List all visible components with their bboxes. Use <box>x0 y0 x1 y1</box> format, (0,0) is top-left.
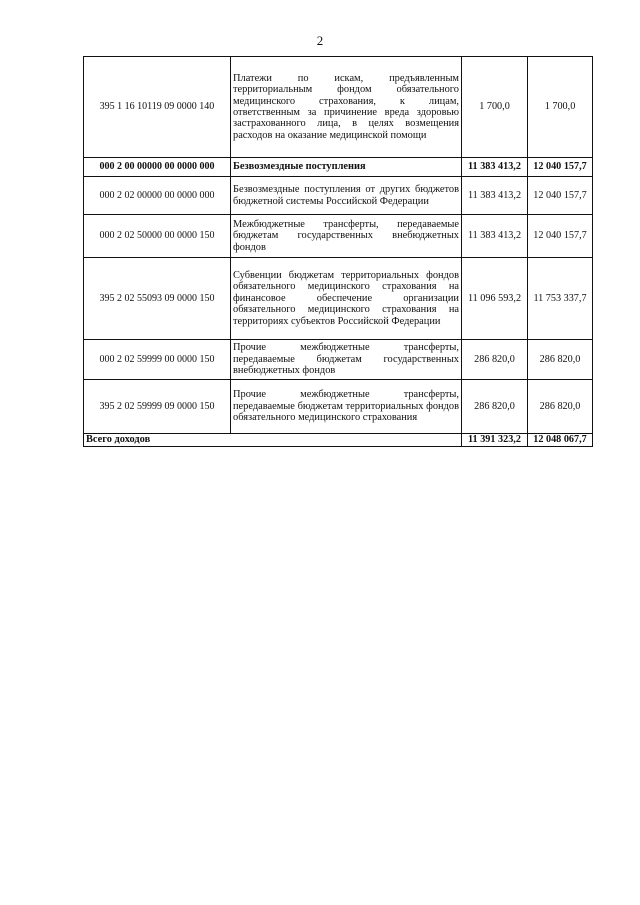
value-2023-cell: 12 040 157,7 <box>528 215 593 258</box>
page-number: 2 <box>316 33 324 48</box>
revenue-table <box>83 56 593 447</box>
value-2022-cell: 286 820,0 <box>462 340 528 380</box>
value-2022-cell: 11 383 413,2 <box>462 177 528 215</box>
value-2022-cell: 286 820,0 <box>462 380 528 434</box>
value-2022-cell: 11 096 593,2 <box>462 258 528 340</box>
table-row <box>84 158 593 177</box>
budget-code-cell: 000 2 02 50000 00 0000 150 <box>84 215 231 258</box>
budget-code-cell: 000 2 02 59999 00 0000 150 <box>84 340 231 380</box>
total-label-cell: Всего доходов <box>84 434 462 447</box>
revenue-name-cell: Прочие межбюджетные трансферты, передаваемые бюджетам государственных внебюджетных фондов <box>231 340 462 380</box>
total-row <box>84 434 593 447</box>
value-2022-cell: 11 383 413,2 <box>462 158 528 177</box>
budget-code-cell: 000 2 00 00000 00 0000 000 <box>84 158 231 177</box>
table-row <box>84 380 593 434</box>
revenue-name-cell: Межбюджетные трансферты, передаваемые бюджетам государственных внебюджетных фондов <box>231 215 462 258</box>
value-2023-cell: 286 820,0 <box>528 340 593 380</box>
table-row <box>84 258 593 340</box>
budget-code-cell: 395 2 02 55093 09 0000 150 <box>84 258 231 340</box>
value-2023-cell: 1 700,0 <box>528 57 593 158</box>
value-2023-cell: 11 753 337,7 <box>528 258 593 340</box>
budget-code-cell: 000 2 02 00000 00 0000 000 <box>84 177 231 215</box>
total-value-2022-cell: 11 391 323,2 <box>462 434 528 447</box>
value-2023-cell: 286 820,0 <box>528 380 593 434</box>
table-row <box>84 177 593 215</box>
revenue-name-cell: Безвозмездные поступления от других бюджетов бюджетной системы Российской Федерации <box>231 177 462 215</box>
total-value-2023-cell: 12 048 067,7 <box>528 434 593 447</box>
budget-code-cell: 395 2 02 59999 09 0000 150 <box>84 380 231 434</box>
value-2022-cell: 1 700,0 <box>462 57 528 158</box>
revenue-name-cell: Субвенции бюджетам территориальных фондов обязательного медицинского страхования на финансовое обеспечение организации обязательного медицинского страхования на территориях субъектов Российской Федерации <box>231 258 462 340</box>
table-row <box>84 57 593 158</box>
revenue-name-cell: Платежи по искам, предъявленным территориальным фондом обязательного медицинского страхования, к лицам, ответственным за причинение вреда здоровью застрахованного лица, в целях возмещения расходов на оказание медицинской помощи <box>231 57 462 158</box>
revenue-name-cell: Прочие межбюджетные трансферты, передаваемые бюджетам территориальных фондов обязательного медицинского страхования <box>231 380 462 434</box>
budget-code-cell: 395 1 16 10119 09 0000 140 <box>84 57 231 158</box>
revenue-name-cell: Безвозмездные поступления <box>231 158 462 177</box>
value-2023-cell: 12 040 157,7 <box>528 158 593 177</box>
table-row <box>84 215 593 258</box>
value-2023-cell: 12 040 157,7 <box>528 177 593 215</box>
table-row <box>84 340 593 380</box>
value-2022-cell: 11 383 413,2 <box>462 215 528 258</box>
